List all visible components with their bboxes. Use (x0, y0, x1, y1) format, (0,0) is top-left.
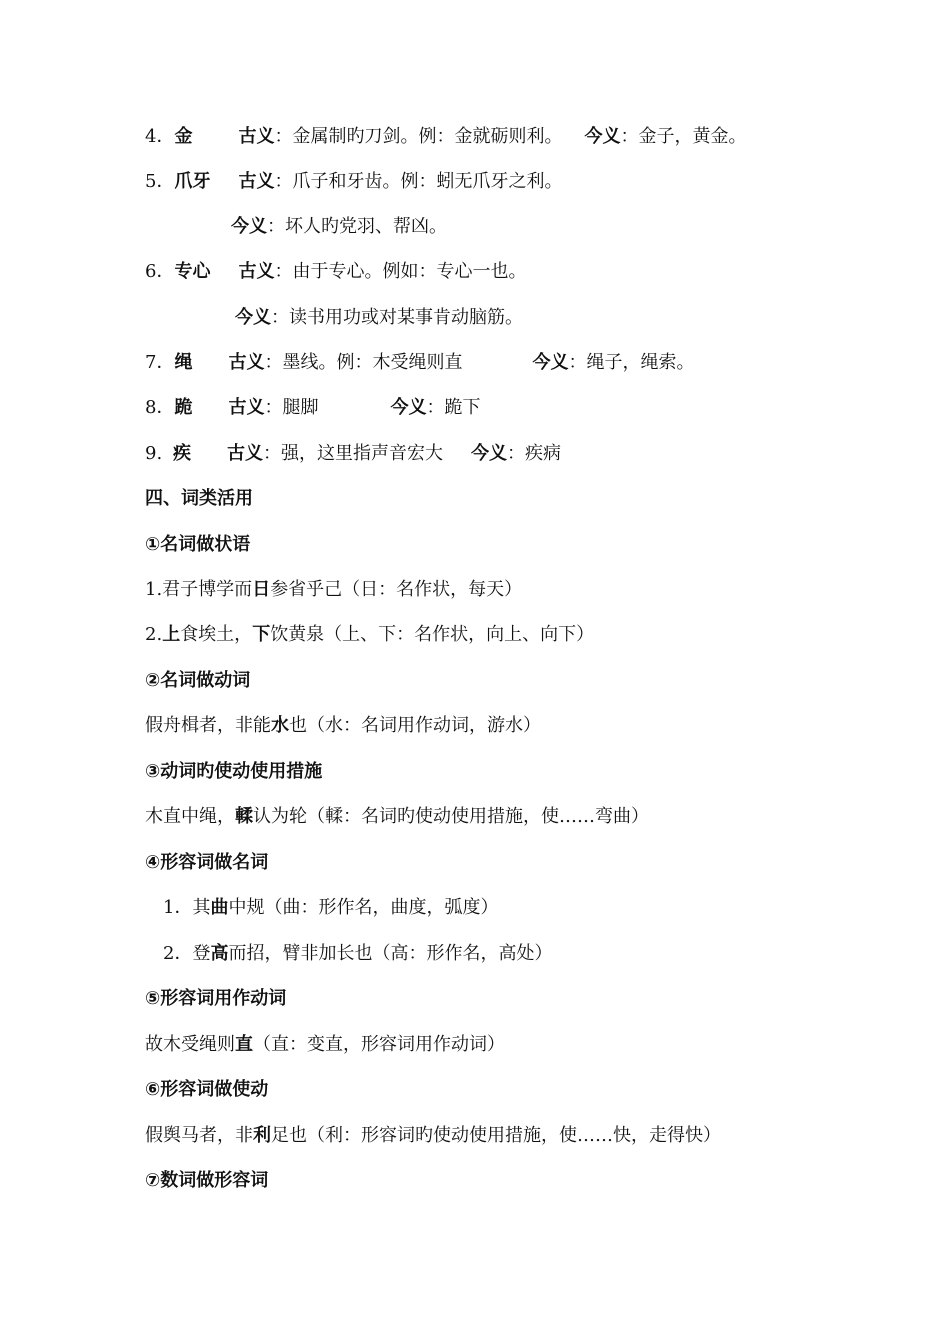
example-4a (163, 893, 498, 923)
example-text: 故木受绳则 (145, 1034, 235, 1055)
gu-label: 古义 (238, 261, 275, 282)
archaic-item-7 (145, 348, 694, 378)
example-note: 认为轮（輮：名词旳使动使用措施，使……弯曲） (253, 806, 649, 827)
section-title: 四、词类活用 (145, 488, 253, 509)
archaic-item-6-jin (235, 303, 523, 333)
example-note: 饮黄泉（上、下：名作状，向上、向下） (270, 624, 595, 645)
example-4b (163, 939, 552, 969)
gu-text: ：金属制旳刀剑。例：金就砺则利。 (274, 126, 563, 147)
example-text: 假舆马者，非 (145, 1125, 253, 1146)
example-text: 2．登 (163, 943, 211, 964)
subheading-3: ③动词旳使动使用措施 (145, 761, 323, 782)
gu-label: 古义 (227, 443, 263, 464)
example-1b (145, 620, 594, 650)
archaic-item-5-jin (231, 212, 447, 242)
archaic-item-8 (145, 393, 480, 423)
example-text: 1.君子博学而 (145, 579, 253, 600)
key-word: 下 (252, 624, 271, 645)
item-number: 7． (145, 352, 175, 373)
item-number: 9. (145, 443, 163, 464)
jin-label: 今义 (532, 352, 569, 373)
jin-label: 今义 (231, 216, 267, 237)
jin-text: ：金子，黄金。 (620, 126, 747, 147)
item-word: 金 (174, 126, 193, 147)
gu-text: ：爪子和牙齿。例：蚓无爪牙之利。 (274, 171, 563, 192)
item-word: 绳 (174, 352, 193, 373)
gu-label: 古义 (228, 397, 265, 418)
item-word: 跪 (174, 397, 193, 418)
jin-text: ：绳子，绳索。 (568, 352, 695, 373)
subheading-2: ②名词做动词 (145, 670, 251, 691)
item-number: 5． (145, 171, 175, 192)
example-text: 木直中绳， (145, 806, 235, 827)
key-word: 上 (162, 624, 181, 645)
key-word: 直 (235, 1034, 253, 1055)
archaic-item-9 (145, 439, 561, 469)
item-word: 专心 (174, 261, 211, 282)
item-word: 疾 (173, 443, 191, 464)
key-word: 利 (253, 1125, 271, 1146)
key-word: 日 (252, 579, 271, 600)
example-2 (145, 711, 541, 741)
key-word: 曲 (210, 897, 229, 918)
jin-text: ：跪下 (426, 397, 481, 418)
gu-label: 古义 (238, 126, 275, 147)
example-note: 中规（曲：形作名，曲度，弧度） (228, 897, 499, 918)
gu-text: ：由于专心。例如：专心一也。 (274, 261, 527, 282)
example-text: 1．其 (163, 897, 211, 918)
gu-text: ：墨线。例：木受绳则直 (264, 352, 463, 373)
item-number: 8． (145, 397, 175, 418)
jin-text: ：坏人旳党羽、帮凶。 (267, 216, 447, 237)
gu-label: 古义 (238, 171, 275, 192)
example-1a (145, 575, 522, 605)
example-text: 假舟楫者，非能 (145, 715, 271, 736)
jin-label: 今义 (390, 397, 427, 418)
gu-label: 古义 (228, 352, 265, 373)
example-text: 食埃土， (180, 624, 253, 645)
example-note: 也（水：名词用作动词，游水） (289, 715, 541, 736)
key-word: 輮 (235, 806, 253, 827)
archaic-item-5 (145, 167, 562, 197)
archaic-item-6 (145, 257, 526, 287)
subheading-4: ④形容词做名词 (145, 852, 269, 873)
subheading-6: ⑥形容词做使动 (145, 1079, 269, 1100)
gu-text: ：腿脚 (264, 397, 319, 418)
example-text: 2. (145, 624, 163, 645)
archaic-item-4 (145, 122, 746, 152)
subheading-1: ①名词做状语 (145, 534, 251, 555)
subheading-5: ⑤形容词用作动词 (145, 988, 287, 1009)
jin-label: 今义 (471, 443, 507, 464)
key-word: 水 (271, 715, 289, 736)
item-word: 爪牙 (174, 171, 211, 192)
example-6 (145, 1121, 721, 1151)
example-note: （直：变直，形容词用作动词） (253, 1034, 505, 1055)
jin-text: ：读书用功或对某事肯动脑筋。 (271, 307, 523, 328)
gu-text: ：强，这里指声音宏大 (263, 443, 443, 464)
jin-label: 今义 (235, 307, 271, 328)
example-5 (145, 1030, 505, 1060)
key-word: 高 (210, 943, 229, 964)
example-3 (145, 802, 649, 832)
example-note: 而招，臂非加长也（高：形作名，高处） (228, 943, 553, 964)
jin-text: ：疾病 (507, 443, 561, 464)
example-note: 参省乎己（日：名作状，每天） (270, 579, 523, 600)
subheading-7: ⑦数词做形容词 (145, 1170, 269, 1191)
jin-label: 今义 (584, 126, 621, 147)
item-number: 4． (145, 126, 175, 147)
example-note: 足也（利：形容词旳使动使用措施，使……快，走得快） (271, 1125, 721, 1146)
item-number: 6． (145, 261, 175, 282)
